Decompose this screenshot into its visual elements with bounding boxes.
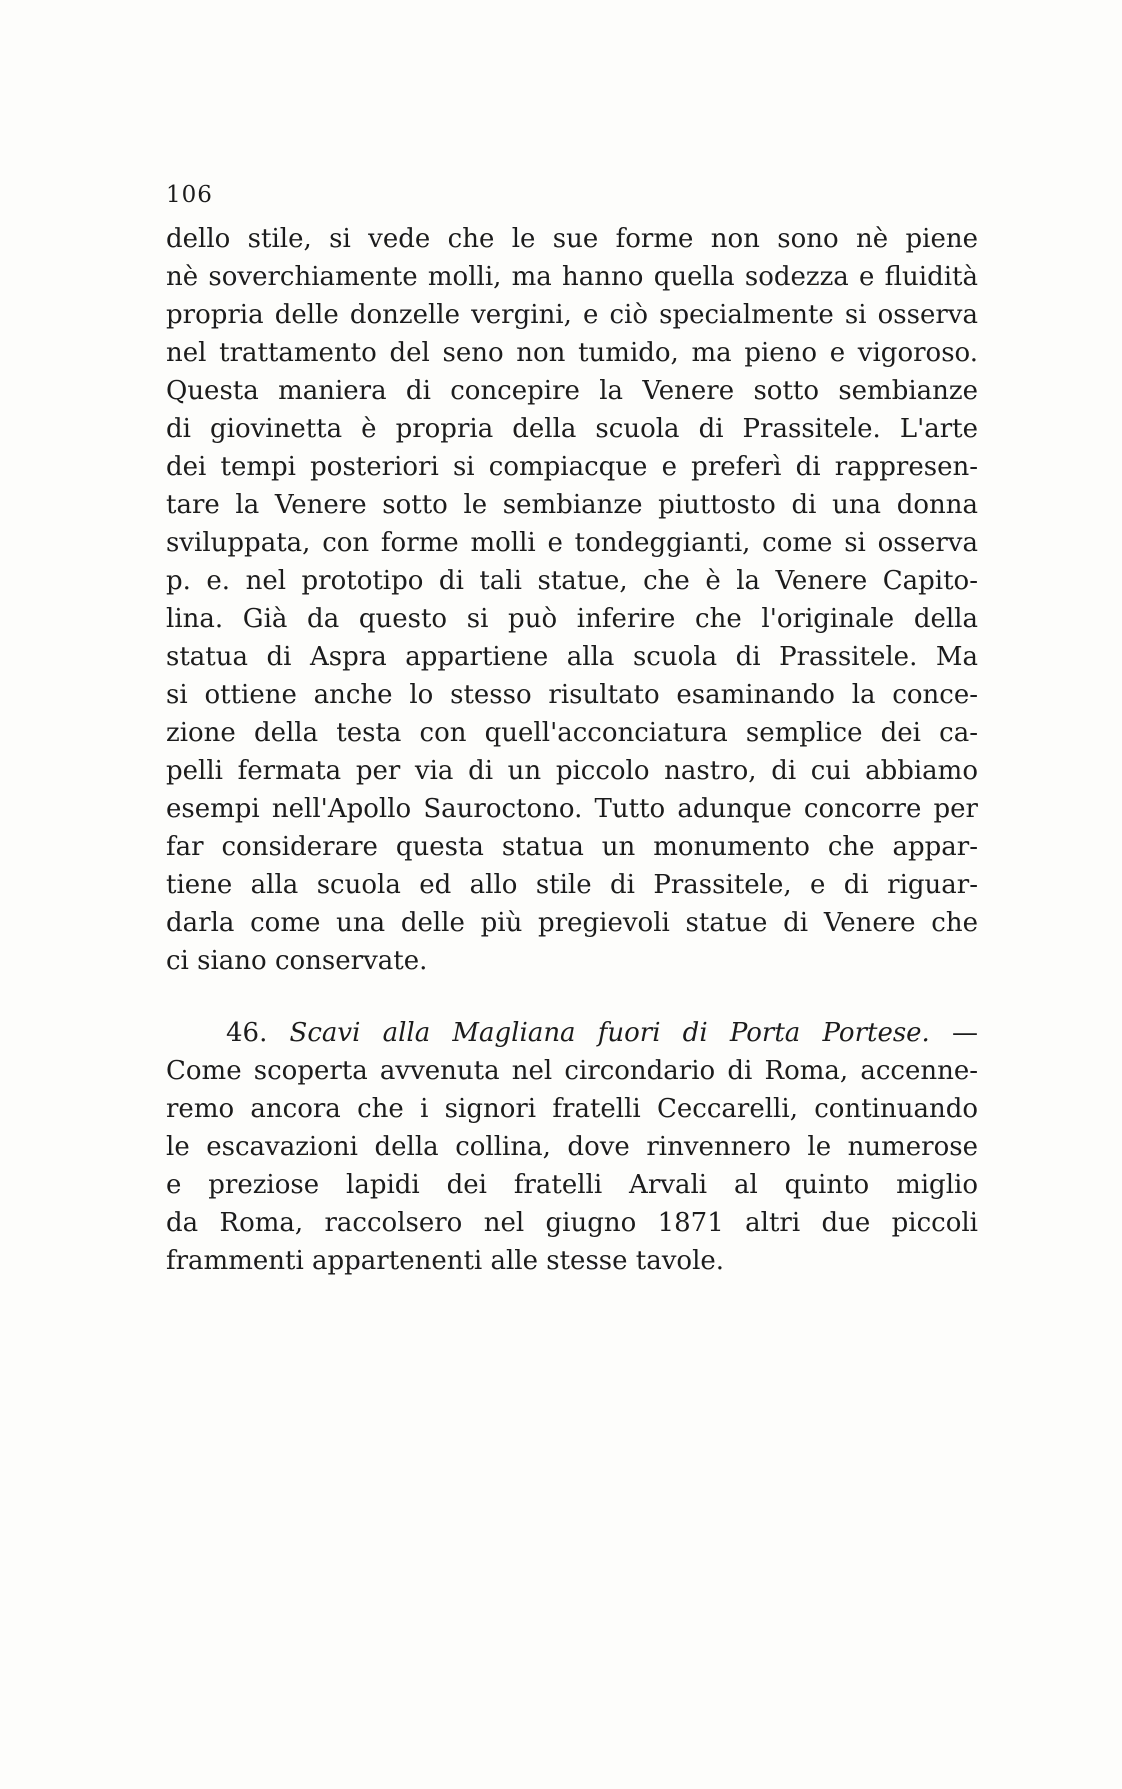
page-number: 106 <box>166 182 213 208</box>
text-line: esempi nell'Apollo Sauroctono. Tutto adunque concorre per <box>166 794 978 824</box>
section-number: 46. <box>226 1018 268 1048</box>
text-line: pelli fermata per via di un piccolo nastro, di cui abbiamo <box>166 756 978 786</box>
text-line: dei tempi posteriori si compiacque e preferì di rappresen- <box>166 452 978 482</box>
text-line: remo ancora che i signori fratelli Ceccarelli, continuando <box>166 1094 978 1124</box>
text-line: nè soverchiamente molli, ma hanno quella sodezza e fluidità <box>166 262 978 292</box>
text-line: sviluppata, con forme molli e tondeggianti, come si osserva <box>166 528 978 558</box>
text-line: ci siano conservate. <box>166 946 428 976</box>
text-line: propria delle donzelle vergini, e ciò specialmente si osserva <box>166 300 978 330</box>
text-line: Questa maniera di concepire la Venere sotto sembianze <box>166 376 978 406</box>
text-line: nel trattamento del seno non tumido, ma pieno e vigoroso. <box>166 338 978 368</box>
text-line: le escavazioni della collina, dove rinvennero le numerose <box>166 1132 978 1162</box>
paragraph-statue-discussion <box>166 220 978 980</box>
text-line: Come scoperta avvenuta nel circondario di Roma, accenne- <box>166 1056 978 1086</box>
text-line: da Roma, raccolsero nel giugno 1871 altri due piccoli <box>166 1208 978 1238</box>
text-line: tare la Venere sotto le sembianze piuttosto di una donna <box>166 490 978 520</box>
section-46 <box>166 1014 978 1280</box>
text-line: zione della testa con quell'acconciatura semplice dei ca- <box>166 718 978 748</box>
text-line: si ottiene anche lo stesso risultato esaminando la conce- <box>166 680 978 710</box>
text-line: e preziose lapidi dei fratelli Arvali al quinto miglio <box>166 1170 978 1200</box>
text-line: darla come una delle più pregievoli statue di Venere che <box>166 908 978 938</box>
text-line: statua di Aspra appartiene alla scuola di Prassitele. Ma <box>166 642 978 672</box>
text-line: p. e. nel prototipo di tali statue, che è la Venere Capito- <box>166 566 978 596</box>
text-line: lina. Già da questo si può inferire che l'originale della <box>166 604 978 634</box>
text-line: di giovinetta è propria della scuola di Prassitele. L'arte <box>166 414 978 444</box>
text-line: far considerare questa statua un monumento che appar- <box>166 832 978 862</box>
text-line: frammenti appartenenti alle stesse tavole. <box>166 1246 725 1276</box>
section-heading <box>166 1014 978 1052</box>
section-title: Scavi alla Magliana fuori di Porta Portese. <box>289 1018 930 1048</box>
section-dash: — <box>952 1018 979 1048</box>
text-line: dello stile, si vede che le sue forme non sono nè piene <box>166 224 978 254</box>
text-line: tiene alla scuola ed allo stile di Prassitele, e di riguar- <box>166 870 978 900</box>
